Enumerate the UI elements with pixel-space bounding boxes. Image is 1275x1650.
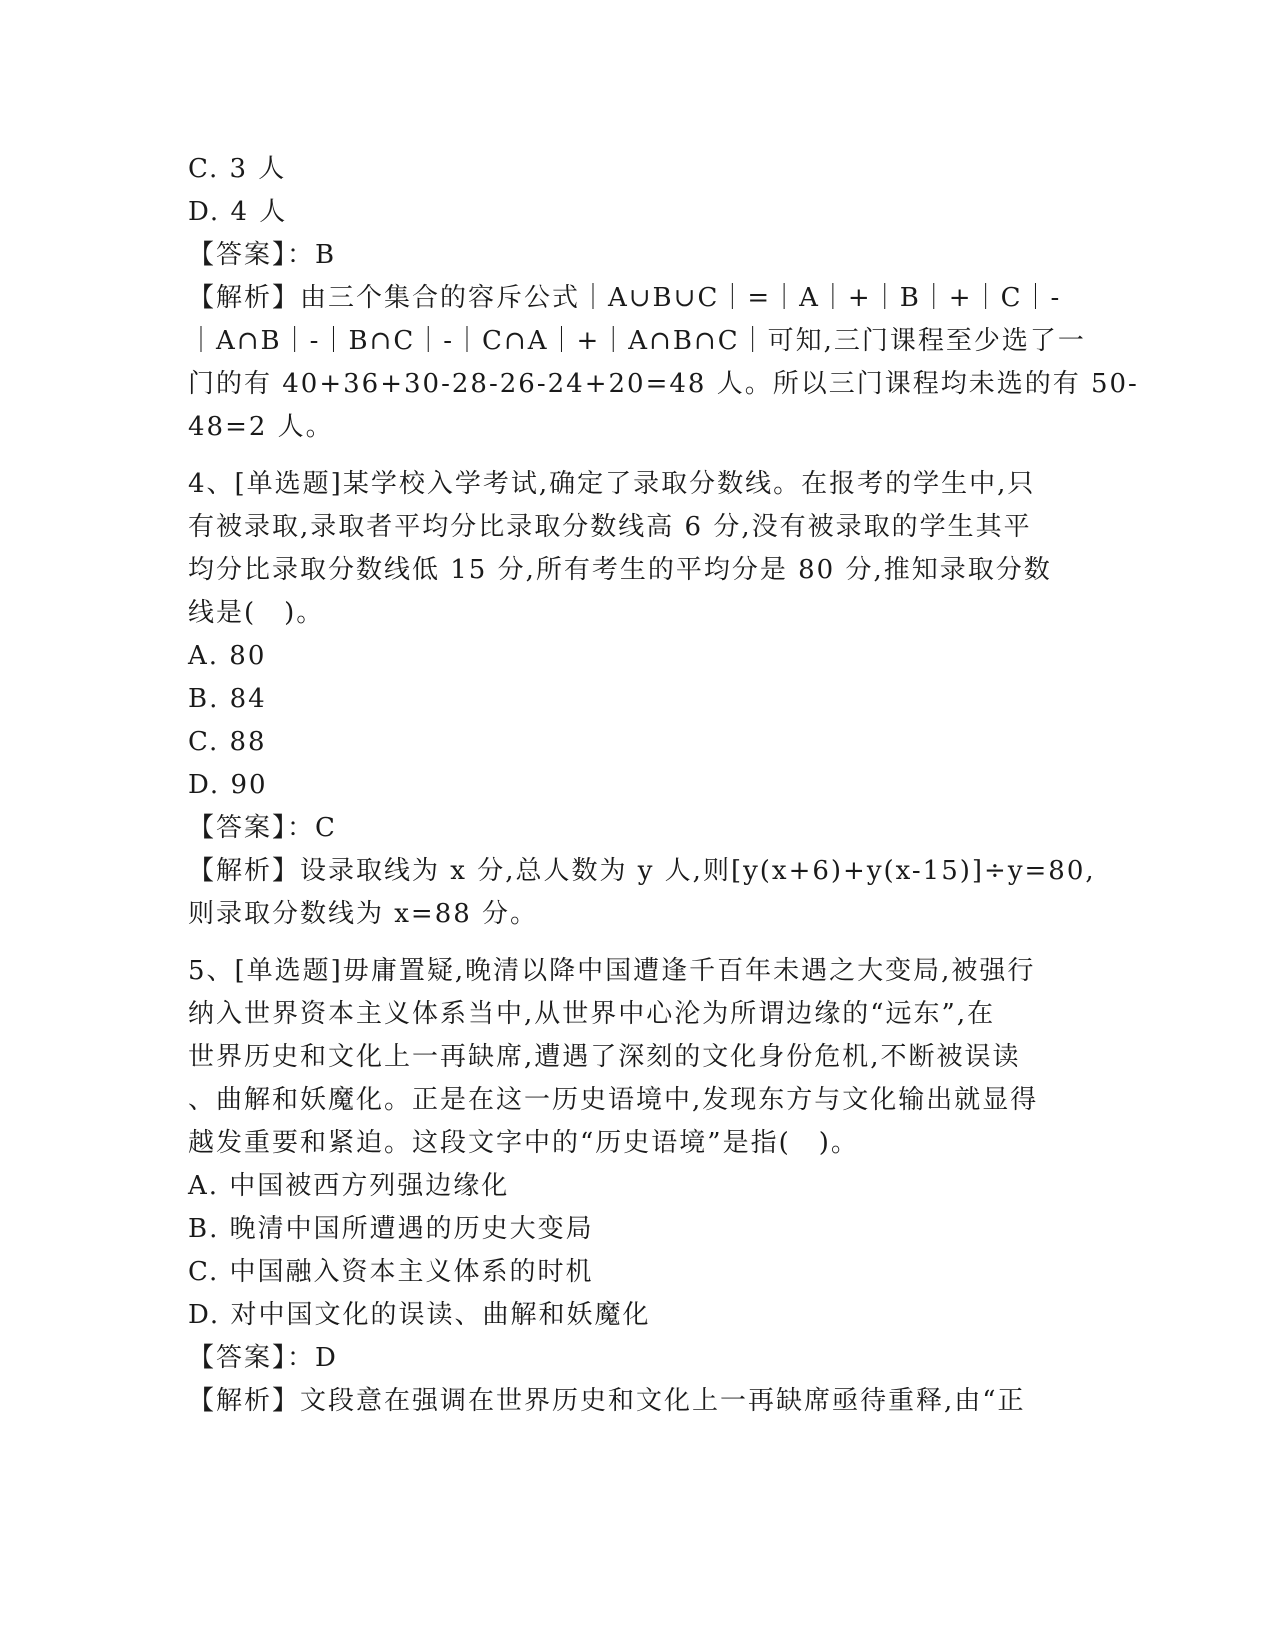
option-d-line: D. 4 人 xyxy=(188,197,288,227)
question-line: 越发重要和紧迫。这段文字中的“历史语境”是指( )。 xyxy=(188,1128,859,1158)
analysis-line: 【解析】设录取线为 x 分,总人数为 y 人,则[y(x+6)+y(x-15)]÷y=80, xyxy=(188,856,1096,886)
question-line: 有被录取,录取者平均分比录取分数线高 6 分,没有被录取的学生其平 xyxy=(188,512,1032,542)
paragraph-gap xyxy=(188,936,1088,950)
option-c-line: C. 88 xyxy=(188,727,267,757)
analysis-line: 则录取分数线为 x=88 分。 xyxy=(188,899,539,929)
question-line: 、曲解和妖魔化。正是在这一历史语境中,发现东方与文化输出就显得 xyxy=(188,1085,1039,1115)
answer-line: 【答案】：D xyxy=(188,1343,338,1373)
question-line: 纳入世界资本主义体系当中,从世界中心沦为所谓边缘的“远东”,在 xyxy=(188,999,996,1029)
document-body xyxy=(188,148,1139,1423)
question-line: 线是( )。 xyxy=(188,598,325,628)
question-line: 5、[单选题]毋庸置疑,晚清以降中国遭逢千百年未遇之大变局,被强行 xyxy=(188,956,1036,986)
question-line: 均分比录取分数线低 15 分,所有考生的平均分是 80 分,推知录取分数 xyxy=(188,555,1052,585)
option-b-line: B. 晚清中国所遭遇的历史大变局 xyxy=(188,1214,594,1244)
option-a-line: A. 中国被西方列强边缘化 xyxy=(188,1171,510,1201)
option-d-line: D. 90 xyxy=(188,770,268,800)
option-b-line: B. 84 xyxy=(188,684,267,714)
answer-line: 【答案】：C xyxy=(188,813,337,843)
question-line: 4、[单选题]某学校入学考试,确定了录取分数线。在报考的学生中,只 xyxy=(188,469,1036,499)
option-a-line: A. 80 xyxy=(188,641,267,671)
question-line: 世界历史和文化上一再缺席,遭遇了深刻的文化身份危机,不断被误读 xyxy=(188,1042,1021,1072)
option-c-line: C. 中国融入资本主义体系的时机 xyxy=(188,1257,594,1287)
answer-line: 【答案】：B xyxy=(188,240,337,270)
analysis-line: 门的有 40+36+30-28-26-24+20=48 人。所以三门课程均未选的有 50- xyxy=(188,369,1139,399)
analysis-line: 48=2 人。 xyxy=(188,412,334,442)
paragraph-gap xyxy=(188,449,1088,463)
analysis-line: 【解析】由三个集合的容斥公式｜A∪B∪C｜=｜A｜+｜B｜+｜C｜- xyxy=(188,283,1062,313)
option-d-line: D. 对中国文化的误读、曲解和妖魔化 xyxy=(188,1300,651,1330)
analysis-line: 【解析】文段意在强调在世界历史和文化上一再缺席亟待重释,由“正 xyxy=(188,1386,1026,1416)
analysis-line: ｜A∩B｜-｜B∩C｜-｜C∩A｜+｜A∩B∩C｜可知,三门课程至少选了一 xyxy=(188,326,1086,356)
option-c-line: C. 3 人 xyxy=(188,154,287,184)
